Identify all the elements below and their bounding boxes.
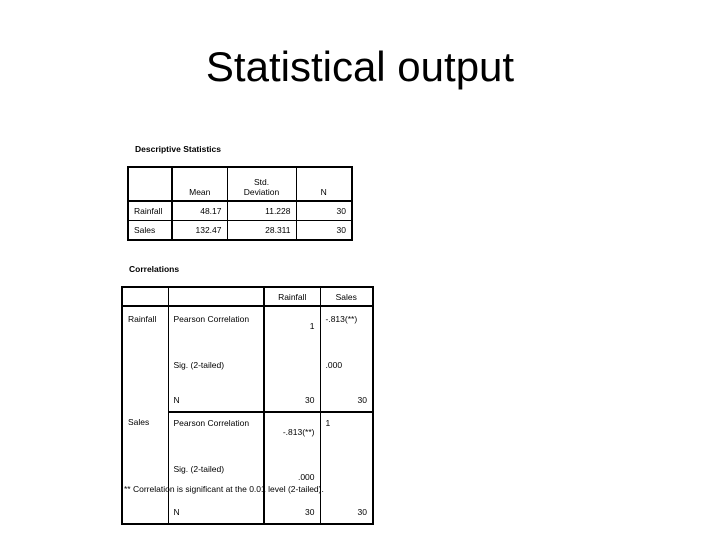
stat-label: Sig. (2-tailed) [168, 459, 264, 504]
table-row [122, 306, 373, 353]
table-header-row [122, 287, 373, 306]
row-label: Rainfall [128, 201, 172, 221]
cell-sd: 28.311 [227, 221, 296, 241]
cell-sales: 30 [320, 392, 373, 412]
significance-footnote: ** Correlation is significant at the 0.01 level (2-tailed). [124, 484, 324, 494]
cell-sd: 11.228 [227, 201, 296, 221]
cell-sales: 30 [320, 504, 373, 524]
cell-rainfall [264, 353, 320, 392]
stat-label: N [168, 504, 264, 524]
descriptive-stats-caption: Descriptive Statistics [135, 144, 221, 154]
stat-label: Pearson Correlation [168, 306, 264, 353]
cell-rainfall: .000 [264, 459, 320, 504]
cell-rainfall: 30 [264, 392, 320, 412]
slide-title: Statistical output [205, 43, 515, 90]
cell-sales: 1 [320, 412, 373, 459]
cell-sales: -.813(**) [320, 306, 373, 353]
header-mean: Mean [172, 167, 227, 201]
cell-mean: 132.47 [172, 221, 227, 241]
cell-sales [320, 459, 373, 504]
cell-sales: .000 [320, 353, 373, 392]
header-cell [168, 287, 264, 306]
cell-rainfall: 30 [264, 504, 320, 524]
table-row [128, 201, 352, 221]
table-row [128, 221, 352, 241]
row-label: Sales [128, 221, 172, 241]
table-header-row [128, 167, 352, 201]
cell-n: 30 [296, 201, 352, 221]
cell-mean: 48.17 [172, 201, 227, 221]
stat-label: N [168, 392, 264, 412]
correlations-caption: Correlations [129, 264, 180, 274]
header-n: N [296, 167, 352, 201]
cell-rainfall: 1 [264, 306, 320, 353]
table-row [122, 412, 373, 459]
stat-label: Sig. (2-tailed) [168, 353, 264, 392]
stat-label: Pearson Correlation [168, 412, 264, 459]
group-label: Rainfall [122, 306, 168, 412]
header-std-deviation: Std. Deviation [227, 167, 296, 201]
header-rainfall: Rainfall [264, 287, 320, 306]
header-cell [128, 167, 172, 201]
descriptive-stats-table [127, 166, 353, 241]
group-label: Sales [122, 412, 168, 524]
header-cell [122, 287, 168, 306]
header-sales: Sales [320, 287, 373, 306]
cell-rainfall: -.813(**) [264, 412, 320, 459]
cell-n: 30 [296, 221, 352, 241]
